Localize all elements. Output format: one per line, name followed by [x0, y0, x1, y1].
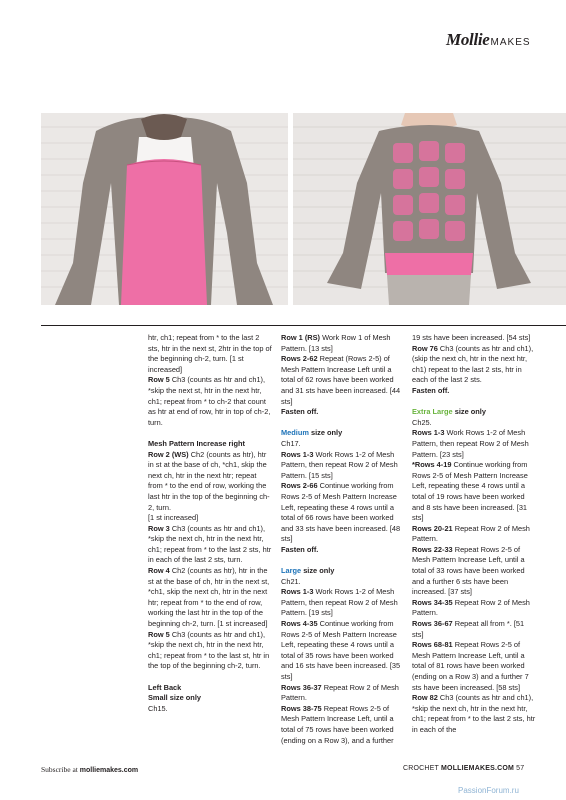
row-instructions: Ch2 (counts as htr), htr in st at the base of ch, *ch1, skip the next ch, htr in the next htr; repeat from * to the end of row, working the last htr in the top of the beginning ch-2, turn. [148, 449, 270, 512]
pattern-row [281, 683, 405, 704]
footer-site: MOLLIEMAKES.COM [441, 765, 515, 772]
row-label: Rows 1-3 [281, 449, 314, 459]
row-instructions: Work Rows 1-2 of Mesh Pattern, then repeat Row 2 of Mesh Pattern. [23 sts] [412, 428, 529, 459]
row-instructions: size only [452, 407, 486, 417]
row-instructions: Repeat (Rows 2-5) of Mesh Pattern Increase Left until a total of 62 rows have been worked and 31 sts have been increased. [44 sts] [281, 354, 401, 406]
row-label: Row 76 [412, 343, 438, 353]
pattern-heading: Small size only [148, 693, 201, 703]
pattern-row [281, 450, 405, 482]
pattern-heading: Fasten off. [281, 544, 319, 554]
pattern-row [412, 545, 536, 598]
paragraph-gap [148, 672, 272, 683]
pattern-row [281, 481, 405, 545]
row-label: Row 3 [148, 523, 170, 533]
row-label: Rows 4-35 [281, 619, 318, 629]
size-heading [412, 407, 536, 418]
row-label: Row 4 [148, 566, 170, 576]
pattern-text: Ch15. [148, 703, 168, 713]
paragraph-gap [281, 418, 405, 429]
page-footer [403, 765, 524, 772]
row-instructions: Ch3 (counts as htr and ch1), (skip the next ch, htr in the next htr, ch1) repeat to the last 2 sts, htr in each of the last 2 sts. [412, 343, 534, 385]
pattern-text: Ch17. [281, 438, 301, 448]
text-column-1 [148, 333, 272, 714]
subscribe-prefix: Subscribe at [41, 765, 80, 774]
size-heading [281, 566, 405, 577]
pattern-heading: Left Back [148, 682, 182, 692]
subscribe-link[interactable]: molliemakes.com [79, 767, 139, 774]
row-instructions: Continue working from Rows 2-5 of Mesh Pattern Increase Left, repeating these 4 rows until a total of 19 rows have been worked and 8 sts have been increased. [31 sts] [412, 460, 528, 523]
row-label: Rows 1-3 [281, 587, 314, 597]
size-heading [281, 428, 405, 439]
size-label: Extra Large [412, 407, 453, 417]
row-label: Rows 36-67 [412, 619, 453, 629]
pattern-text: htr, ch1; repeat from * to the last 2 sts, htr in the next st, 2htr in the top of the beginning ch-2, turn. [1 st increased] [148, 333, 272, 374]
pattern-row [281, 354, 405, 407]
mollie-makes-logo [446, 30, 531, 50]
pattern-heading: Mesh Pattern Increase right [148, 438, 245, 448]
row-label: Row 5 [148, 629, 170, 639]
pattern-row [412, 640, 536, 693]
logo-script: Mollie [446, 30, 490, 49]
row-instructions: Work Row 1 of Mesh Pattern. [13 sts] [281, 333, 391, 353]
row-instructions: Ch2 (counts as htr), htr in the st at the base of ch, htr in the next st, *ch1, skip the next ch, htr in the next htr; repeat from * to the end of row, working the last htr in the top of the beginning ch-2, turn. [1 st increased] [148, 566, 270, 629]
pattern-text: 19 sts have been increased. [54 sts] [412, 333, 531, 342]
pattern-heading: Fasten off. [281, 407, 319, 417]
row-label: Rows 34-35 [412, 597, 453, 607]
paragraph-gap [412, 397, 536, 408]
pattern-row [148, 566, 272, 630]
text-column-3 [412, 333, 536, 736]
pattern-row [148, 450, 272, 514]
row-instructions: size only [308, 428, 343, 438]
pattern-row [148, 524, 272, 566]
row-instructions: Repeat Row 2 of Mesh Pattern. [281, 682, 399, 703]
row-label: *Rows 4-19 [412, 460, 452, 470]
logo-caps: MAKES [490, 37, 531, 48]
row-instructions: Work Rows 1-2 of Mesh Pattern, then repeat Row 2 of Mesh Pattern. [15 sts] [281, 449, 398, 480]
size-label: Large [281, 566, 302, 576]
back-view-photo [41, 113, 288, 305]
row-instructions: Ch3 (counts as htr and ch1), *skip the next ch, htr in the next htr, ch1; repeat from * to the last 2 sts, htr in each of the last 2 sts, turn. [148, 523, 272, 565]
row-instructions: Work Rows 1-2 of Mesh Pattern, then repeat Row 2 of Mesh Pattern. [19 sts] [281, 587, 398, 618]
pattern-text: [1 st increased] [148, 513, 199, 523]
row-instructions: Repeat Rows 2-5 of Mesh Pattern Increase Left, until a total of 75 rows have been worked (ending on a Row 3), and a further [281, 703, 394, 745]
row-instructions: Ch3 (counts as htr and ch1), *skip the next ch, htr in the next htr, ch1; repeat from * to the last st, htr in the top of the beginning ch-2, turn. [148, 629, 270, 671]
pattern-row [412, 344, 536, 386]
footer-section: CROCHET [403, 765, 442, 772]
pattern-row [412, 524, 536, 545]
paragraph-gap [148, 428, 272, 439]
row-label: Row 1 (RS) [281, 333, 321, 342]
section-divider [41, 325, 566, 326]
row-label: Rows 1-3 [412, 428, 445, 438]
paragraph-gap [281, 555, 405, 566]
pattern-row [412, 619, 536, 640]
pattern-row [412, 428, 536, 460]
pattern-text: Ch21. [281, 576, 301, 586]
pattern-row [412, 598, 536, 619]
row-label: Row 5 [148, 375, 170, 385]
pattern-row [412, 460, 536, 524]
row-instructions: Repeat Row 2 of Mesh Pattern. [412, 597, 530, 618]
row-label: Rows 20-21 [412, 523, 453, 533]
pattern-heading: Fasten off. [412, 385, 450, 395]
row-label: Rows 68-81 [412, 640, 453, 650]
pattern-row [281, 333, 405, 354]
pattern-row [412, 693, 536, 735]
watermark: PassionForum.ru [458, 786, 519, 795]
row-instructions: Ch3 (counts as htr and ch1), *skip the next ch, htr in the next htr, ch1; repeat from * to the last 2 sts, htr in each of the [412, 693, 536, 734]
text-column-2 [281, 333, 405, 746]
row-label: Row 2 (WS) [148, 449, 189, 459]
page-number: 57 [514, 765, 525, 772]
pattern-text: Ch25. [412, 417, 432, 427]
row-instructions: Repeat all from *. [51 sts] [412, 619, 525, 639]
front-view-photo [293, 113, 566, 305]
row-instructions: Ch3 (counts as htr and ch1), *skip the next st, htr in the next htr, ch1; repeat from * to ch-2 that count as htr at end of row, htr in top of ch-2, turn. [148, 375, 271, 427]
row-instructions: Repeat Rows 2-5 of Mesh Pattern Increase Left, until a total of 81 rows have been worked (ending on a Row 3) and a further 7 sts have been increased. [58 sts] [412, 640, 529, 692]
pattern-row [281, 619, 405, 683]
row-label: Rows 36-37 [281, 682, 322, 692]
row-label: Rows 2-66 [281, 481, 318, 491]
pattern-row [148, 630, 272, 672]
row-instructions: Repeat Rows 2-5 of Mesh Pattern Increase Left, until a total of 33 rows have been worked and a further 6 sts have been increased. [37 sts] [412, 544, 525, 597]
pattern-row [281, 587, 405, 619]
row-label: Rows 22-33 [412, 544, 453, 554]
row-instructions: Repeat Row 2 of Mesh Pattern. [412, 523, 530, 544]
pattern-row [281, 704, 405, 746]
row-instructions: Continue working from Rows 2-5 of Mesh Pattern Increase Left, repeating these 4 rows until a total of 66 rows have been worked and 33 sts have been increased. [48 sts] [281, 481, 401, 544]
row-label: Rows 2-62 [281, 354, 318, 364]
row-instructions: Continue working from Rows 2-5 of Mesh Pattern Increase Left, repeating these 4 rows until a total of 35 rows have been worked and 16 sts have been increased. [35 sts] [281, 619, 401, 681]
row-label: Row 82 [412, 693, 438, 703]
row-instructions: size only [301, 566, 335, 576]
row-label: Rows 38-75 [281, 703, 322, 713]
subscribe-footer [41, 765, 138, 774]
size-label: Medium [281, 428, 309, 438]
pattern-row [148, 375, 272, 428]
